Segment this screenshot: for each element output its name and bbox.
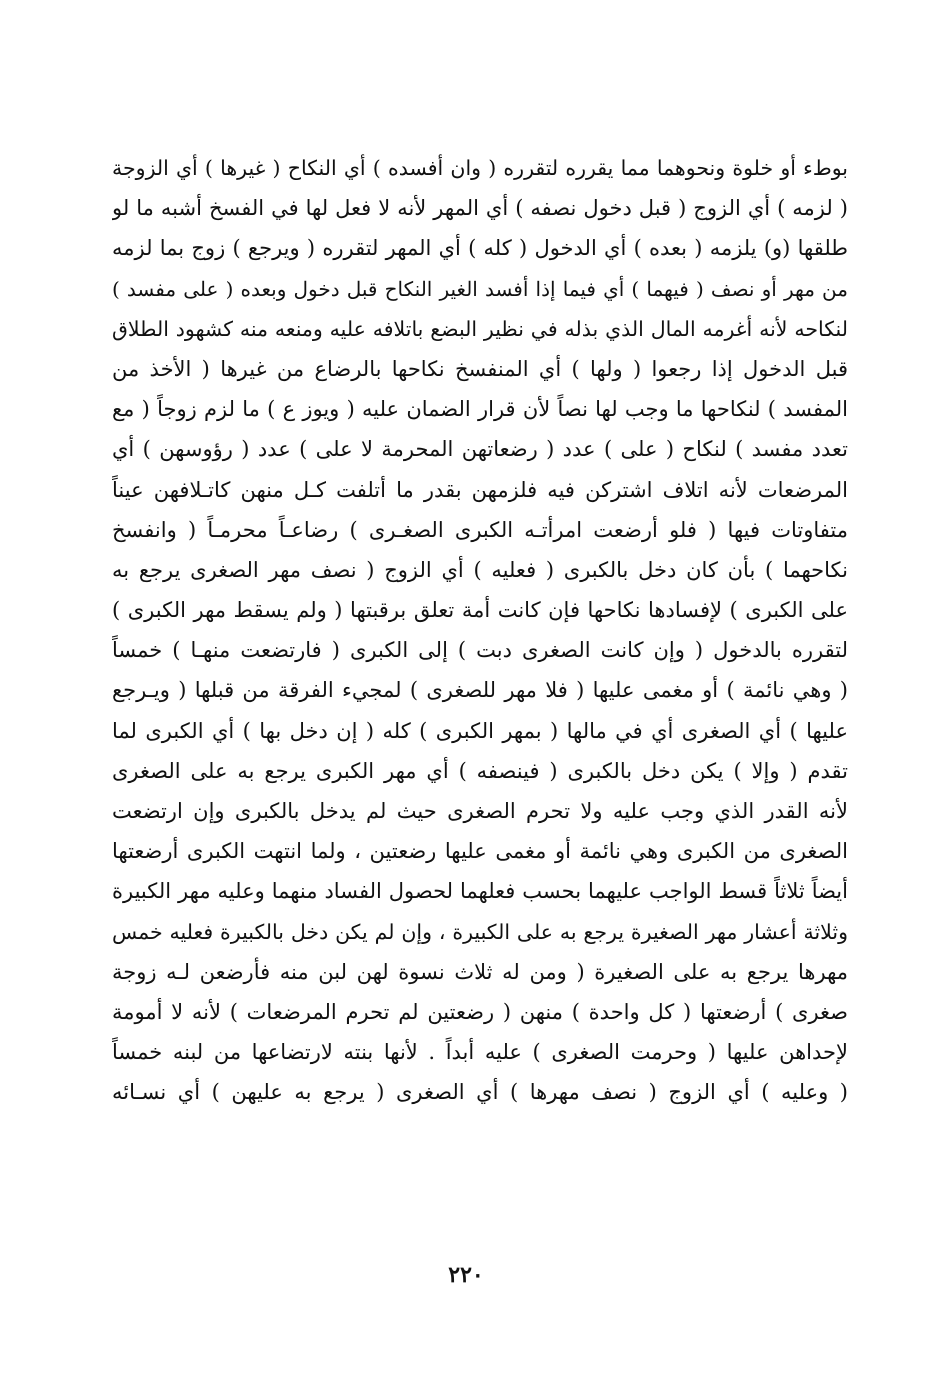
text-line: المفسد ) لنكاحها ما وجب لها نصاً لأن قرار الضمان عليه ( ويوز ع ) ما لزم زوجاً ( مع (112, 397, 848, 422)
text-line: مهرها يرجع به على الصغيرة ( ومن له ثلاث نسوة لهن لبن منه فأرضعن لـه زوجة (112, 959, 848, 984)
text-line: طلقها (و) يلزمه ( بعده ) أي الدخول ( كله ) أي المهر لتقرره ( ويرجع ) زوج بما لزمه (112, 236, 848, 261)
text-line: ( وهي نائمة ) أو مغمى عليها ( فلا مهر للصغرى ) لمجيء الفرقة من قبلها ( ويـرجع (112, 678, 848, 703)
text-line: أيضاً ثلاثاً قسط الواجب عليهما بحسب فعلهما لحصول الفساد منهما وعليه مهر الكبيرة (112, 879, 848, 904)
text-line: متفاوتات فيها ( فلو أرضعت امرأتـه الكبرى الصغـرى ) رضاعـاً محرمـاً ( وانفسخ (112, 517, 848, 542)
page-number: ٢٢٠ (448, 1262, 484, 1288)
text-line: وثلاثة أعشار مهر الصغيرة يرجع به على الكبيرة ، وإن لم يكن دخل بالكبيرة فعليه خمس (112, 919, 848, 944)
body-text (112, 148, 848, 1113)
text-line: على الكبرى ) لإفسادها نكاحها فإن كانت أمة تعلق برقبتها ( ولم يسقط مهر الكبرى ) (112, 598, 848, 623)
text-line: لتقرره بالدخول ( وإن كانت الصغرى دبت ) إلى الكبرى ( فارتضعت منهـا ) خمساً (112, 638, 848, 663)
text-line: لإحداهن عليها ( وحرمت الصغرى ) عليه أبداً . لأنها بنته لارتضاعها من لبنه خمساً (112, 1040, 848, 1065)
text-line: المرضعات لأنه اتلاف اشتركن فيه فلزمهن بقدر ما أتلفت كـل منهن كاتـلافهن عيناً (112, 477, 848, 502)
text-line: عليها ) أي الصغرى أي في مالها ( بمهر الكبرى ) كله ( إن دخل بها ) أي الكبرى لما (112, 718, 848, 743)
text-line: لنكاحه لأنه أغرمه المال الذي بذله في نظير البضع باتلافه عليه ومنعه منه كشهود الطلاق (112, 316, 848, 341)
text-line: بوطء أو خلوة ونحوهما مما يقرره لتقرره ( وان أفسده ) أي النكاح ( غيرها ) أي الزوجة (112, 156, 848, 180)
text-line: تعدد مفسد ) لنكاح ( على ) عدد ( رضعاتهن المحرمة لا على ) عدد ( رؤوسهن ) أي (112, 437, 848, 462)
text-line: ( وعليه ) أي الزوج ( نصف مهرها ) أي الصغرى ( يرجع به عليهن ) أي نسـائه (112, 1080, 848, 1105)
text-line: لأنه القدر الذي وجب عليه ولا تحرم الصغرى حيث لم يدخل بالكبرى وإن ارتضعت (112, 799, 848, 823)
text-line: تقدم ( وإلا ) يكن دخل بالكبرى ( فينصفه ) أي مهر الكبرى يرجع به على الصغرى (112, 758, 848, 783)
text-line: نكاحهما ) بأن كان دخل بالكبرى ( فعليه ) أي الزوج ( نصف مهر الصغرى يرجع به (112, 557, 848, 582)
text-line: من مهر أو نصف ( فيهما ) أي فيما إذا أفسد الغير النكاح قبل دخول وبعده ( على مفسد ) (112, 276, 848, 301)
text-line: قبل الدخول إذا رجعوا ( ولها ) أي المنفسخ نكاحها بالرضاع من غيرها ( الأخذ من (112, 356, 848, 381)
text-line: ( لزمه ) أي الزوج ( قبل دخول نصفه ) أي المهر لأنه لا فعل لها في الفسخ أشبه ما لو (112, 196, 848, 221)
text-line: الصغرى من الكبرى وهي نائمة أو مغمى عليها رضعتين ، ولما انتهت الكبرى أرضعتها (112, 839, 848, 864)
text-line: صغرى ) أرضعتها ( كل واحدة ) منهن ( رضعتين لم تحرم المرضعات ) لأنه لا أمومة (112, 999, 848, 1024)
